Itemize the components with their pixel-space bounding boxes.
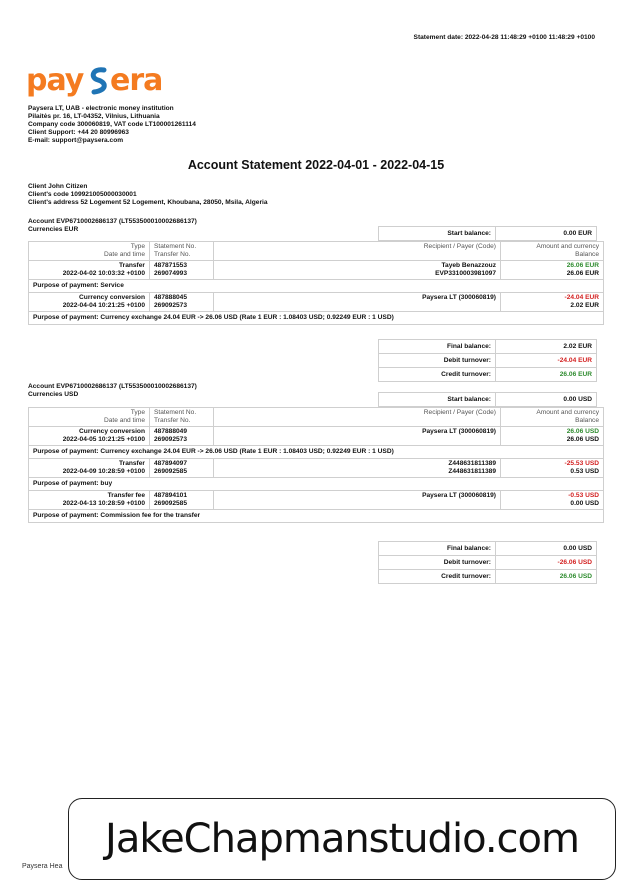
credit-turnover-value: 26.06 EUR [496,368,597,382]
header-type: Type [130,409,145,416]
tx-amount: -0.53 USD [568,492,599,499]
transactions-table-eur [28,241,604,325]
transactions-table-usd [28,407,604,523]
header-recipient: Recipient / Payer (Code) [423,243,496,250]
tx-purpose: Purpose of payment: Commission fee for the transfer [29,510,604,523]
client-name: Client John Citizen [28,183,88,190]
start-balance-eur [378,226,597,241]
tx-statement-no: 487894097 [154,460,188,467]
table-row [29,459,604,478]
header-statement-no: Statement No. [154,243,197,250]
header-balance: Balance [575,417,599,424]
tx-purpose: Purpose of payment: buy [29,478,604,491]
header-type: Type [130,243,145,250]
svg-text:pay: pay [26,63,84,98]
tx-datetime: 2022-04-04 10:21:25 +0100 [62,302,145,309]
tx-purpose: Purpose of payment: Currency exchange 24.04 EUR -> 26.06 USD (Rate 1 EUR : 1.08403 USD; 0.92249 EUR : 1 USD) [29,312,604,325]
company-line: Company code 300060819, VAT code LT100001261114 [28,121,196,128]
table-header [29,408,604,427]
header-date: Date and time [103,251,145,258]
company-info [28,105,196,145]
tx-statement-no: 487888045 [154,294,188,301]
account-header-eur [28,218,197,234]
debit-turnover-label: Debit turnover: [379,556,496,570]
company-line: Client Support: +44 20 80996963 [28,129,129,136]
table-header [29,242,604,261]
tx-balance: 26.06 USD [566,436,599,443]
summary-usd [378,541,597,584]
start-balance-label: Start balance: [379,393,496,407]
final-balance-label: Final balance: [379,542,496,556]
tx-recipient-code: Z448631811389 [448,468,496,475]
tx-statement-no: 487894101 [154,492,188,499]
summary-eur [378,339,597,382]
footer-text: Paysera Hea [22,863,63,870]
client-address: Client's address 52 Logement 52 Logement, Khoubana, 28050, Msila, Algeria [28,199,268,206]
account-header-usd [28,383,197,399]
company-line: Pilaitės pr. 16, LT-04352, Vilnius, Lithuania [28,113,160,120]
tx-datetime: 2022-04-02 10:03:32 +0100 [62,270,145,277]
tx-amount: -25.53 USD [564,460,599,467]
tx-type: Currency conversion [79,428,145,435]
purpose-row [29,478,604,491]
header-date: Date and time [103,417,145,424]
table-row [29,427,604,446]
credit-turnover-value: 26.06 USD [496,570,597,584]
tx-recipient: Tayeb Benazzouz [441,262,496,269]
purpose-row [29,510,604,523]
header-amount: Amount and currency [536,243,599,250]
table-row [29,491,604,510]
purpose-row [29,446,604,459]
header-recipient: Recipient / Payer (Code) [423,409,496,416]
client-info [28,183,268,207]
credit-turnover-label: Credit turnover: [379,570,496,584]
final-balance-label: Final balance: [379,340,496,354]
tx-purpose: Purpose of payment: Service [29,280,604,293]
tx-balance: 0.00 USD [570,500,599,507]
client-code: Client's code 109921005000030001 [28,191,137,198]
final-balance-value: 0.00 USD [496,542,597,556]
tx-purpose: Purpose of payment: Currency exchange 24.04 EUR -> 26.06 USD (Rate 1 EUR : 1.08403 USD; 0.92249 EUR : 1 USD) [29,446,604,459]
final-balance-value: 2.02 EUR [496,340,597,354]
watermark-banner: JakeChapmanstudio.com [68,798,616,880]
paysera-logo [26,62,186,102]
purpose-row [29,280,604,293]
tx-balance: 0.53 USD [570,468,599,475]
tx-balance: 26.06 EUR [566,270,599,277]
start-balance-label: Start balance: [379,227,496,241]
tx-datetime: 2022-04-13 10:28:59 +0100 [62,500,145,507]
tx-type: Transfer [118,262,145,269]
start-balance-value: 0.00 USD [496,393,597,407]
tx-transfer-no: 269074993 [154,270,188,277]
tx-recipient: Z448631811389 [448,460,496,467]
tx-datetime: 2022-04-09 10:28:59 +0100 [62,468,145,475]
tx-type: Currency conversion [79,294,145,301]
tx-statement-no: 487871553 [154,262,188,269]
tx-recipient: Paysera LT (300060819) [422,428,496,435]
statement-date: Statement date: 2022-04-28 11:48:29 +0100 11:48:29 +0100 [413,34,595,41]
company-line: Paysera LT, UAB - electronic money institution [28,105,174,112]
tx-recipient: Paysera LT (300060819) [422,492,496,499]
company-line: E-mail: support@paysera.com [28,137,124,144]
tx-type: Transfer [118,460,145,467]
tx-recipient: Paysera LT (300060819) [422,294,496,301]
start-balance-usd [378,392,597,407]
tx-amount: 26.06 EUR [566,262,599,269]
start-balance-value: 0.00 EUR [496,227,597,241]
tx-transfer-no: 269092585 [154,500,188,507]
tx-transfer-no: 269092585 [154,468,188,475]
tx-statement-no: 487888049 [154,428,188,435]
page-title: Account Statement 2022-04-01 - 2022-04-15 [187,158,445,172]
header-statement-no: Statement No. [154,409,197,416]
header-transfer-no: Transfer No. [154,251,191,258]
credit-turnover-label: Credit turnover: [379,368,496,382]
header-transfer-no: Transfer No. [154,417,191,424]
debit-turnover-label: Debit turnover: [379,354,496,368]
debit-turnover-value: -24.04 EUR [496,354,597,368]
tx-balance: 2.02 EUR [570,302,599,309]
tx-type: Transfer fee [107,492,145,499]
account-currency: Currencies USD [28,391,79,398]
tx-datetime: 2022-04-05 10:21:25 +0100 [62,436,145,443]
tx-recipient-code: EVP3310003981097 [435,270,496,277]
tx-transfer-no: 269092573 [154,302,188,309]
table-row [29,293,604,312]
purpose-row [29,312,604,325]
tx-transfer-no: 269092573 [154,436,188,443]
table-row [29,261,604,280]
header-amount: Amount and currency [536,409,599,416]
header-balance: Balance [575,251,599,258]
tx-amount: -24.04 EUR [564,294,599,301]
debit-turnover-value: -26.06 USD [496,556,597,570]
account-number: Account EVP6710002686137 (LT553500010002686137) [28,218,197,225]
account-currency: Currencies EUR [28,226,79,233]
tx-amount: 26.06 USD [566,428,599,435]
svg-text:era: era [110,63,163,98]
account-number: Account EVP6710002686137 (LT553500010002686137) [28,383,197,390]
